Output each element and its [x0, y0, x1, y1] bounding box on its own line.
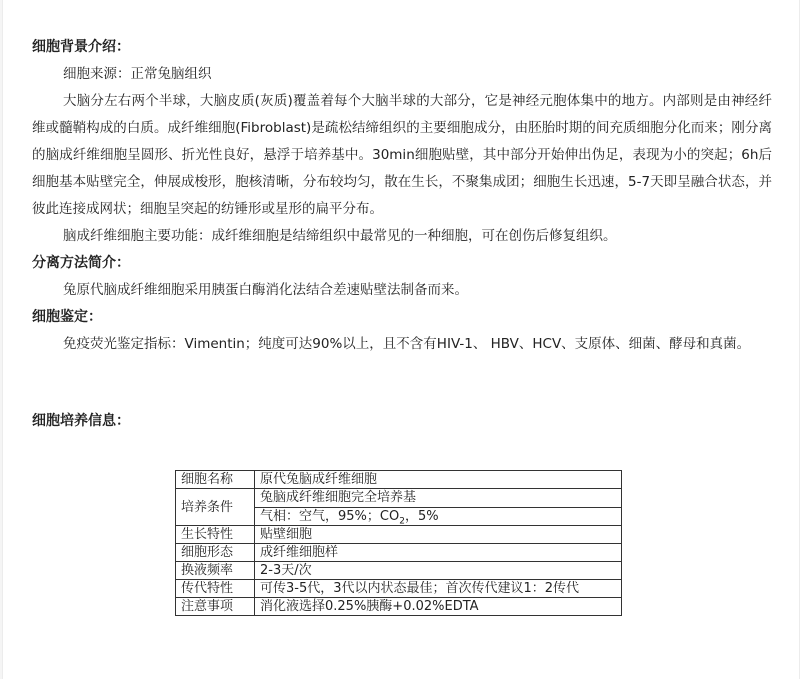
table-row [176, 526, 622, 544]
morphology-value: 成纤维细胞样 [255, 544, 622, 562]
morphology-label: 细胞形态 [176, 544, 255, 562]
co2-subscript: 2 [399, 516, 405, 527]
culture-medium-value: 兔脑成纤维细胞完全培养基 [255, 489, 622, 508]
table-row [176, 598, 622, 616]
gas-phase-percent: ，5% [404, 508, 439, 524]
background-heading: 细胞背景介绍： [32, 39, 130, 55]
table-row [176, 562, 622, 580]
identification-text: 免疫荧光鉴定指标：Vimentin；纯度可达90%以上，且不含有HIV-1、 HBV、HCV、支原体、细菌、酵母和真菌。 [63, 336, 751, 352]
table-row [176, 489, 622, 508]
table-row [176, 580, 622, 598]
table-row [176, 471, 622, 489]
cell-function-text: 脑成纤维细胞主要功能：成纤维细胞是结缔组织中最常见的一种细胞，可在创伤后修复组织。 [63, 228, 617, 244]
isolation-heading: 分离方法简介： [32, 255, 130, 271]
cell-source-text: 细胞来源：正常兔脑组织 [63, 66, 212, 82]
culture-heading: 细胞培养信息： [32, 413, 130, 429]
cell-name-label: 细胞名称 [176, 471, 255, 489]
section-gap [32, 358, 772, 408]
isolation-text: 兔原代脑成纤维细胞采用胰蛋白酶消化法结合差速贴壁法制备而来。 [63, 282, 468, 298]
document-body [32, 34, 772, 435]
gas-phase-text: 气相：空气，95%；CO [260, 508, 400, 524]
gas-phase-value [255, 507, 622, 526]
notes-label: 注意事项 [176, 598, 255, 616]
cell-description-text: 大脑分左右两个半球，大脑皮质(灰质)覆盖着每个大脑半球的大部分，它是神经元胞体集中的地方。内部则是由神经纤维或髓鞘构成的白质。成纤维细胞(Fibroblast)是疏松结缔组织的主要细胞成分，由胚胎时期的间充质细胞分化而来；刚分离的脑成纤维细胞呈圆形、折光性良好，悬浮于培养基中。30min细胞贴壁，其中部分开始伸出伪足，表现为小的突起；6h后细胞基本贴壁完全，伸展成梭形，胞核清晰，分布较均匀，散在生长，不聚集成团；细胞生长迅速，5-7天即呈融合状态，并彼此连接成网状；细胞呈突起的纺锤形或星形的扁平分布。 [32, 93, 772, 217]
page [2, 0, 800, 679]
growth-label: 生长特性 [176, 526, 255, 544]
passage-label: 传代特性 [176, 580, 255, 598]
cell-name-value: 原代兔脑成纤维细胞 [255, 471, 622, 489]
culture-info-table [175, 470, 622, 616]
notes-value: 消化液选择0.25%胰酶+0.02%EDTA [255, 598, 622, 616]
growth-value: 贴壁细胞 [255, 526, 622, 544]
medium-change-label: 换液频率 [176, 562, 255, 580]
passage-value: 可传3-5代，3代以内状态最佳；首次传代建议1：2传代 [255, 580, 622, 598]
table-row [176, 544, 622, 562]
medium-change-value: 2-3天/次 [255, 562, 622, 580]
identification-heading: 细胞鉴定： [32, 309, 102, 325]
culture-conditions-label: 培养条件 [176, 489, 255, 526]
